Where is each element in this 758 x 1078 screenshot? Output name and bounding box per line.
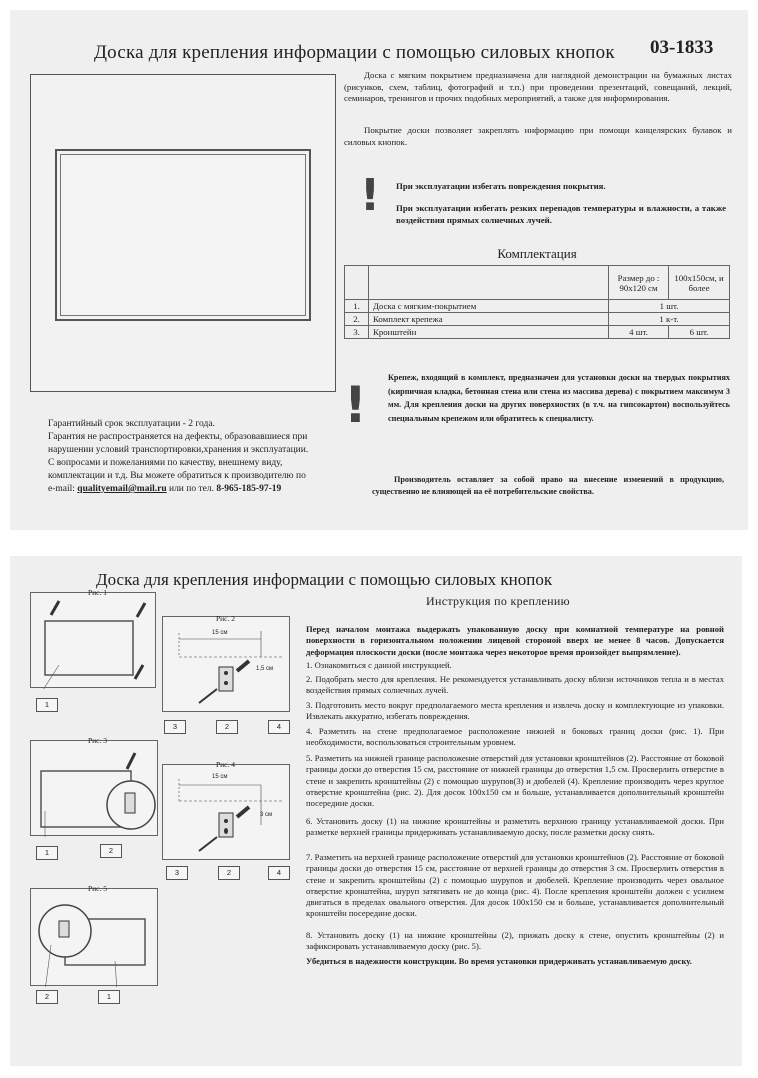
dim-15cm-top: 15 см xyxy=(212,774,228,780)
callout-2: 2 xyxy=(218,866,240,880)
sheet-subtitle: Инструкция по креплению xyxy=(426,594,570,608)
phone-prefix: или по тел. xyxy=(168,484,214,494)
kit-row-qty-a: 4 шт. xyxy=(609,326,669,339)
board-illustration xyxy=(55,149,311,321)
instruction-sheet-front xyxy=(10,10,748,530)
kit-header-size-a: Размер до : 90х120 см xyxy=(609,266,669,300)
figure-3-label: Рис. 3 xyxy=(88,736,108,745)
callout-4: 4 xyxy=(268,720,290,734)
description-paragraph-1: Доска с мягким покрытием предназначена для наглядной демонстрации на бумажных листах (рисунков, схем, таблиц, фотографий и т.п.) при проведении презентаций, совещаний, лекций, семинаров, тренингов и прочих подобных мероприятий, а также для информирования. xyxy=(344,70,732,103)
phone-number: 8-965-185-97-19 xyxy=(216,484,282,494)
email-prefix: e-mail: xyxy=(48,484,75,494)
mounting-note: Крепеж, входящий в комплект, предназначен для установки доски на твердых покрытиях (кирпичная кладка, бетонная стена или стена из массива дерева) с покрытием максимум 3 мм. Для крепления доски на других поверхностях (в т.ч. на гипсокартон) воспользуйтесь специальным крепежом или обратитесь к специалисту. xyxy=(388,373,730,423)
figure-5-label: Рис. 5 xyxy=(88,884,108,893)
kit-title: Комплектация xyxy=(497,246,577,261)
step-5: 5. Разметить на нижней границе расположение отверстий для установки кронштейнов (2). Расстояние от боковой границы доски до отверстия 15 см, расстояние от нижней границы до отверстия 1,5 см. Просверлить отверстие в стене и закрепить кронштейны (2) с помощью шурупов(3) и дюбелей (4). Крепление производить через круглое отверстие кронштейна (рис. 2). Для досок 100x150 см и больше, устанавливается дополнительный кронштейн посередине доски. xyxy=(306,753,724,809)
figure-3 xyxy=(30,740,158,836)
warning-coating: При эксплуатации избегать повреждения покрытия. xyxy=(396,181,606,191)
contact-line xyxy=(48,483,336,496)
callout-1: 1 xyxy=(36,846,58,860)
warranty-info xyxy=(48,418,336,496)
callout-2: 2 xyxy=(100,844,122,858)
kit-row xyxy=(345,313,730,326)
kit-row-num: 1. xyxy=(345,300,369,313)
kit-row-num: 3. xyxy=(345,326,369,339)
kit-row-num: 2. xyxy=(345,313,369,326)
step-2: 2. Подобрать место для крепления. Не рекомендуется устанавливать доску вблизи источников тепла и в местах воздействия прямых солнечных лучей. xyxy=(306,674,724,696)
intro-paragraph: Перед началом монтажа выдержать упакованную доску при комнатной температуре на ровной поверхности в горизонтальном положении лицевой стороной вверх не менее 8 часов. Допускается деформация плоскости доски (после монтажа через некоторое время произойдет выпрямление). xyxy=(306,624,724,657)
kit-header-row xyxy=(345,266,730,300)
warranty-term: Гарантийный срок эксплуатации - 2 года. xyxy=(48,419,215,429)
callout-1: 1 xyxy=(36,698,58,712)
sheet-title: Доска для крепления информации с помощью силовых кнопок xyxy=(94,42,615,63)
figure-1-label: Рис. 1 xyxy=(88,588,108,597)
step-8: 8. Установить доску (1) на нижние кронштейны (2), прижать доску к стене, опустить кронштейны (2) и зафиксировать устанавливаемую доску (рис. 5). xyxy=(306,930,724,952)
figure-1-drawing xyxy=(31,593,157,689)
step-3: 3. Подготовить место вокруг предполагаемого места крепления и извлечь доску и комплектующие из упаковки. Извлекать аккуратно, избегать повреждения. xyxy=(306,700,724,722)
figure-2-label: Рис. 2 xyxy=(216,614,236,623)
step-1: 1. Ознакомиться с данной инструкцией. xyxy=(306,660,452,670)
figure-5-drawing xyxy=(31,889,159,987)
warning-icon: ! xyxy=(360,170,381,221)
dim-1-5cm: 1,5 см xyxy=(256,666,274,672)
sheet-title: Доска для крепления информации с помощью силовых кнопок xyxy=(96,570,553,589)
description-paragraph-2: Покрытие доски позволяет закреплять информацию при помощи канцелярских булавок и силовых кнопок. xyxy=(344,125,732,147)
product-photo-frame xyxy=(30,74,336,392)
callout-3: 3 xyxy=(166,866,188,880)
kit-header-size-b: 100х150см, и более xyxy=(669,266,730,300)
callout-2: 2 xyxy=(216,720,238,734)
step-4: 4. Разметить на стене предполагаемое расположение нижней и боковых границ доски (рис. 1). При необходимости, воспользоваться строительным уровнем. xyxy=(306,726,724,748)
warranty-exclusion: Гарантия не распространяется на дефекты, образовавшиеся при нарушении условий транспортировки,хранения и эксплуатации. xyxy=(48,432,309,455)
kit-row-name: Комплект крепежа xyxy=(369,313,609,326)
warranty-contact: С вопросами и пожеланиями по качеству, внешнему виду, комплектации и т.д. Вы можете обратиться к производителю по xyxy=(48,458,306,481)
warning-icon-mounting: ! xyxy=(344,376,367,434)
callout-1: 1 xyxy=(98,990,120,1004)
callout-3: 3 xyxy=(164,720,186,734)
figure-1 xyxy=(30,592,156,688)
kit-row-qty: 1 шт. xyxy=(609,300,730,313)
callout-4: 4 xyxy=(268,866,290,880)
kit-row xyxy=(345,326,730,339)
figure-3-drawing xyxy=(31,741,159,837)
kit-row-qty-b: 6 шт. xyxy=(669,326,730,339)
step-6: 6. Установить доску (1) на нижние кронштейны и разметить верхнюю границу устанавливаемой доски. При разметке верхней границы придерживать устанавливаемую доску, после разметки доску снять. xyxy=(306,816,724,838)
kit-row xyxy=(345,300,730,313)
kit-row-qty: 1 к-т. xyxy=(609,313,730,326)
email-link[interactable]: qualityemail@mail.ru xyxy=(77,484,167,494)
product-code: 03-1833 xyxy=(650,37,714,58)
instruction-sheet-back xyxy=(10,556,742,1066)
kit-table xyxy=(344,265,730,339)
kit-row-name: Доска с мягким-покрытием xyxy=(369,300,609,313)
warning-temperature: При эксплуатации избегать резких перепадов температуры и влажности, а также воздействия прямых солнечных лучей. xyxy=(396,203,726,225)
step-7: 7. Разметить на верхней границе расположение отверстий для установки кронштейнов (2). Расстояние от боковой границы доски до отверстия 15 см, расстояние от верхней границы до отверстия 3 см. Просверлить отверстия в стене и закрепить кронштейны (2) с помощью шурупов и дюбелей. Крепление производить через овальное отверстие кронштейна, шуруп затягивать не до конца (рис. 4). После крепления кронштейн должен с усилием двигаться в пределах овального отверстия. Для досок 100x150 см и больше, устанавливается дополнительный кронштейн посередине доски. xyxy=(306,852,724,919)
manufacturer-note: Производитель оставляет за собой право на внесение изменений в продукцию, существенно не влияющей на её потребительские свойства. xyxy=(372,475,724,496)
callout-2: 2 xyxy=(36,990,58,1004)
figure-4-label: Рис. 4 xyxy=(216,760,236,769)
dim-15cm: 15 см xyxy=(212,630,228,636)
figure-5 xyxy=(30,888,158,986)
dim-3cm: 3 см xyxy=(260,812,273,818)
final-note: Убедиться в надежности конструкции. Во время установки придерживать устанавливаемую доску. xyxy=(306,956,692,966)
kit-row-name: Кронштейн xyxy=(369,326,609,339)
